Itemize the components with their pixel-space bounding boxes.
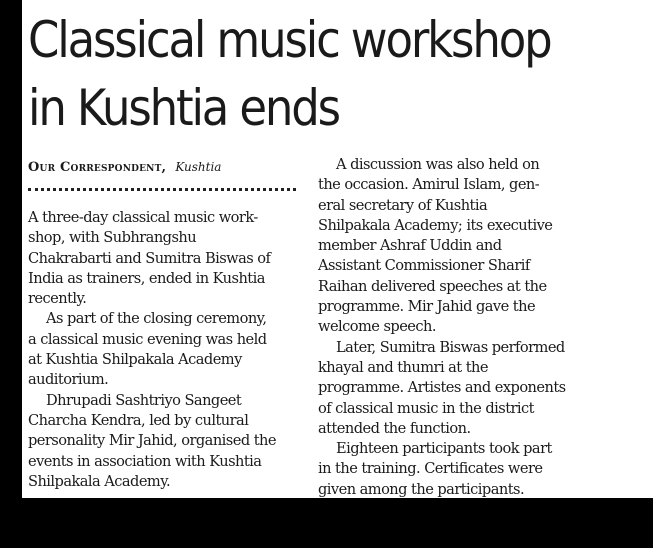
headline-line-2: in Kushtia ends: [28, 79, 339, 137]
body-column-left: [28, 208, 300, 492]
body-line: Shilpakala Academy.: [28, 472, 171, 490]
body-line: Chakrabarti and Sumitra Biswas of: [28, 249, 271, 267]
body-line: A discussion was also held on: [336, 156, 540, 173]
newspaper-clipping: [22, 0, 653, 498]
body-line: at Kushtia Shilpakala Academy: [28, 351, 242, 369]
body-line: programme. Artistes and exponents: [318, 379, 566, 397]
body-line: recently.: [28, 290, 87, 308]
body-line: attended the function.: [318, 419, 471, 437]
headline-line-1: Classical music workshop: [28, 11, 551, 69]
body-line: the occasion. Amirul Islam, gen-: [318, 176, 540, 194]
body-line: personality Mir Jahid, organised the: [28, 432, 276, 450]
byline-name: Our Correspondent,: [28, 160, 167, 175]
dotted-rule: [28, 188, 296, 191]
body-line: events in association with Kushtia: [28, 452, 262, 470]
body-line: India as trainers, ended in Kushtia: [28, 269, 265, 287]
byline-place: Kushtia: [175, 160, 222, 174]
body-line: Charcha Kendra, led by cultural: [28, 411, 249, 429]
body-line: Eighteen participants took part: [336, 440, 552, 458]
body-line: shop, with Subhrangshu: [28, 229, 197, 247]
body-line: Assistant Commissioner Sharif: [318, 257, 530, 275]
body-line: Raihan delivered speeches at the: [318, 277, 547, 295]
body-line: Dhrupadi Sashtriyo Sangeet: [46, 391, 242, 409]
body-line: a classical music evening was held: [28, 330, 267, 348]
body-line: welcome speech.: [318, 318, 436, 336]
body-line: As part of the closing ceremony,: [46, 310, 267, 328]
body-line: Shilpakala Academy; its executive: [318, 216, 553, 234]
headline: [28, 6, 586, 142]
body-line: in the training. Certificates were: [318, 460, 543, 478]
body-line: eral secretary of Kushtia: [318, 196, 488, 214]
body-line: of classical music in the district: [318, 399, 534, 417]
byline: [28, 156, 221, 175]
body-line: auditorium.: [28, 371, 109, 389]
body-line: given among the participants.: [318, 480, 525, 498]
body-line: programme. Mir Jahid gave the: [318, 298, 536, 316]
body-line: khayal and thumri at the: [318, 358, 488, 376]
body-line: A three-day classical music work-: [28, 209, 258, 226]
body-line: Later, Sumitra Biswas performed: [336, 338, 565, 356]
body-column-right: [318, 155, 602, 498]
body-line: member Ashraf Uddin and: [318, 237, 502, 255]
